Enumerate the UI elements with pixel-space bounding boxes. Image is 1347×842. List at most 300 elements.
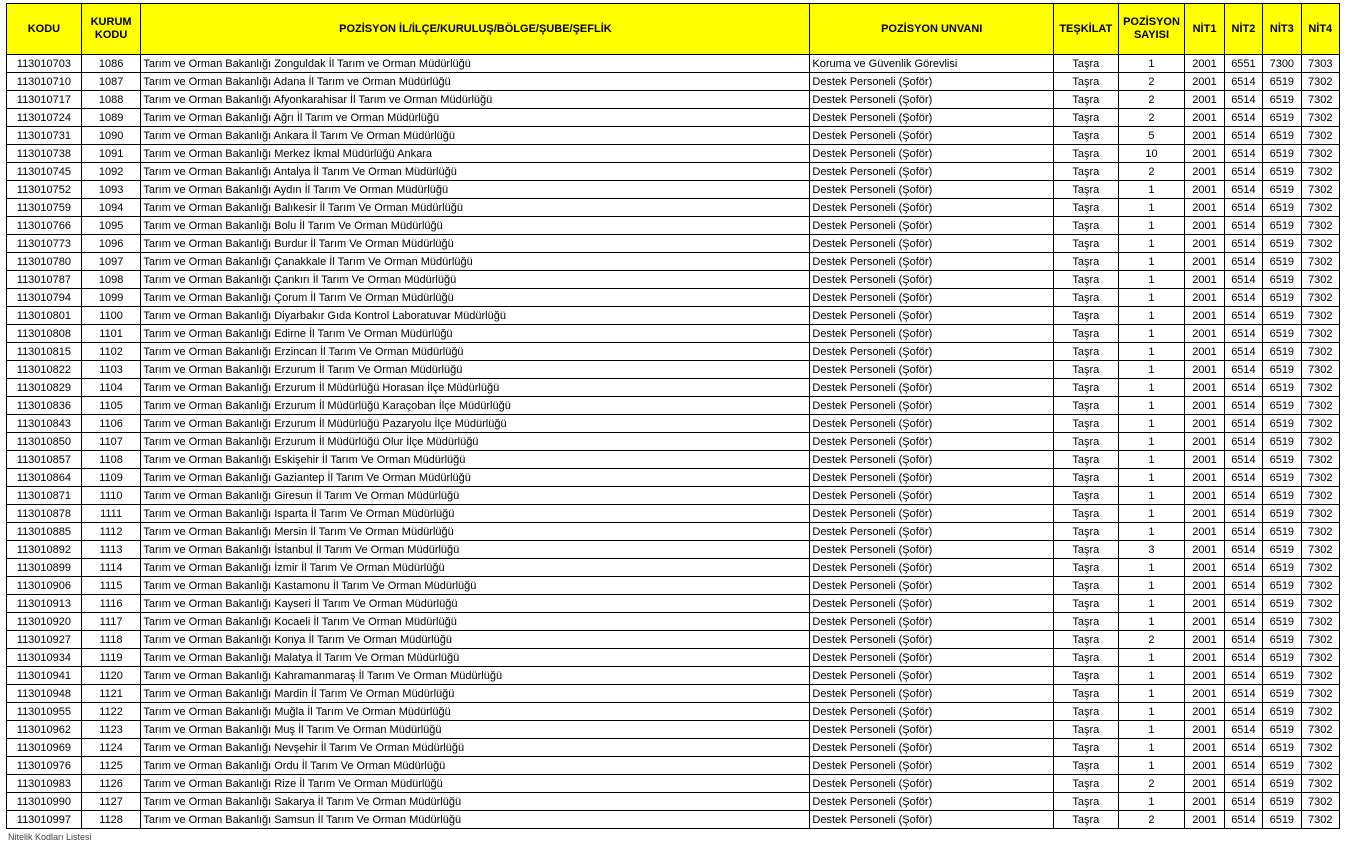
nit2-cell: 6514 [1224,595,1262,613]
col-header-nit1 [1185,4,1224,55]
nit3-cell: 6519 [1263,109,1301,127]
kurum-kodu-cell: 1094 [81,199,141,217]
nit1-cell: 2001 [1185,181,1224,199]
nit3-cell: 7300 [1263,55,1301,73]
nit2-cell: 6514 [1224,667,1262,685]
table-row [7,91,1340,109]
nit4-cell: 7302 [1301,811,1339,829]
kodu-cell: 113010850 [7,433,82,451]
pozisyon-cell: Tarım ve Orman Bakanlığı Antalya İl Tarım Ve Orman Müdürlüğü [141,163,810,181]
kodu-cell: 113010801 [7,307,82,325]
kurum-kodu-cell: 1111 [81,505,141,523]
header-label: POZİSYON İL/İLÇE/KURULUŞ/BÖLGE/ŞUBE/ŞEFLİK [339,22,612,35]
kurum-kodu-cell: 1100 [81,307,141,325]
kodu-cell: 113010962 [7,721,82,739]
pozisyon-sayisi-cell: 1 [1118,649,1185,667]
unvan-cell: Destek Personeli (Şoför) [810,253,1054,271]
nit3-cell: 6519 [1263,271,1301,289]
nit1-cell: 2001 [1185,361,1224,379]
nit4-cell: 7302 [1301,595,1339,613]
nit3-cell: 6519 [1263,469,1301,487]
pozisyon-cell: Tarım ve Orman Bakanlığı Isparta İl Tarım Ve Orman Müdürlüğü [141,505,810,523]
table-row [7,181,1340,199]
kurum-kodu-cell: 1114 [81,559,141,577]
header-label: NİT4 [1308,22,1333,35]
pozisyon-sayisi-cell: 1 [1118,469,1185,487]
unvan-cell: Destek Personeli (Şoför) [810,721,1054,739]
nit3-cell: 6519 [1263,649,1301,667]
nit4-cell: 7302 [1301,253,1339,271]
nit2-cell: 6514 [1224,307,1262,325]
col-header-kodu [7,4,82,55]
unvan-cell: Destek Personeli (Şoför) [810,235,1054,253]
unvan-cell: Destek Personeli (Şoför) [810,667,1054,685]
unvan-cell: Destek Personeli (Şoför) [810,199,1054,217]
unvan-cell: Destek Personeli (Şoför) [810,73,1054,91]
kurum-kodu-cell: 1113 [81,541,141,559]
nit3-cell: 6519 [1263,253,1301,271]
nit3-cell: 6519 [1263,217,1301,235]
header-label: KURUM [90,16,132,28]
nit1-cell: 2001 [1185,433,1224,451]
nit4-cell: 7302 [1301,127,1339,145]
pozisyon-cell: Tarım ve Orman Bakanlığı Merkez İkmal Müdürlüğü Ankara [141,145,810,163]
nit3-cell: 6519 [1263,685,1301,703]
col-header-kurum-kodu [81,4,141,55]
table-row [7,433,1340,451]
kurum-kodu-cell: 1096 [81,235,141,253]
nit2-cell: 6514 [1224,757,1262,775]
nit1-cell: 2001 [1185,739,1224,757]
kurum-kodu-cell: 1106 [81,415,141,433]
pozisyon-sayisi-cell: 2 [1118,811,1185,829]
table-row [7,559,1340,577]
col-header-teskilat [1053,4,1118,55]
kodu-cell: 113010983 [7,775,82,793]
table-row [7,361,1340,379]
nit1-cell: 2001 [1185,721,1224,739]
unvan-cell: Destek Personeli (Şoför) [810,469,1054,487]
nit4-cell: 7302 [1301,505,1339,523]
nit1-cell: 2001 [1185,55,1224,73]
nit2-cell: 6514 [1224,523,1262,541]
unvan-cell: Koruma ve Güvenlik Görevlisi [810,55,1054,73]
kurum-kodu-cell: 1097 [81,253,141,271]
nit1-cell: 2001 [1185,559,1224,577]
pozisyon-cell: Tarım ve Orman Bakanlığı Edirne İl Tarım Ve Orman Müdürlüğü [141,325,810,343]
unvan-cell: Destek Personeli (Şoför) [810,325,1054,343]
col-header-pozisyon [141,4,810,55]
pozisyon-cell: Tarım ve Orman Bakanlığı Erzurum İl Tarım Ve Orman Müdürlüğü [141,361,810,379]
nit1-cell: 2001 [1185,379,1224,397]
nit2-cell: 6514 [1224,109,1262,127]
nit3-cell: 6519 [1263,559,1301,577]
kodu-cell: 113010920 [7,613,82,631]
nit3-cell: 6519 [1263,811,1301,829]
nit2-cell: 6514 [1224,793,1262,811]
nit3-cell: 6519 [1263,595,1301,613]
kurum-kodu-cell: 1098 [81,271,141,289]
kurum-kodu-cell: 1099 [81,289,141,307]
nit1-cell: 2001 [1185,217,1224,235]
pozisyon-cell: Tarım ve Orman Bakanlığı Erzincan İl Tarım Ve Orman Müdürlüğü [141,343,810,361]
nit3-cell: 6519 [1263,343,1301,361]
pozisyon-sayisi-cell: 5 [1118,127,1185,145]
kurum-kodu-cell: 1116 [81,595,141,613]
nit1-cell: 2001 [1185,343,1224,361]
nit4-cell: 7302 [1301,415,1339,433]
pozisyon-sayisi-cell: 1 [1118,397,1185,415]
pozisyon-sayisi-cell: 1 [1118,415,1185,433]
pozisyon-sayisi-cell: 1 [1118,361,1185,379]
nit3-cell: 6519 [1263,487,1301,505]
teskilat-cell: Taşra [1053,73,1118,91]
kurum-kodu-cell: 1107 [81,433,141,451]
nit4-cell: 7302 [1301,667,1339,685]
unvan-cell: Destek Personeli (Şoför) [810,415,1054,433]
kurum-kodu-cell: 1091 [81,145,141,163]
kurum-kodu-cell: 1092 [81,163,141,181]
unvan-cell: Destek Personeli (Şoför) [810,127,1054,145]
pozisyon-cell: Tarım ve Orman Bakanlığı Mersin İl Tarım Ve Orman Müdürlüğü [141,523,810,541]
teskilat-cell: Taşra [1053,217,1118,235]
nit2-cell: 6514 [1224,145,1262,163]
nit2-cell: 6514 [1224,181,1262,199]
pozisyon-cell: Tarım ve Orman Bakanlığı İstanbul İl Tarım Ve Orman Müdürlüğü [141,541,810,559]
kurum-kodu-cell: 1088 [81,91,141,109]
teskilat-cell: Taşra [1053,163,1118,181]
kurum-kodu-cell: 1122 [81,703,141,721]
nit2-cell: 6514 [1224,361,1262,379]
nit4-cell: 7302 [1301,145,1339,163]
kodu-cell: 113010934 [7,649,82,667]
nit3-cell: 6519 [1263,145,1301,163]
nit3-cell: 6519 [1263,631,1301,649]
teskilat-cell: Taşra [1053,811,1118,829]
nit4-cell: 7302 [1301,451,1339,469]
pozisyon-cell: Tarım ve Orman Bakanlığı Erzurum İl Müdürlüğü Karaçoban İlçe Müdürlüğü [141,397,810,415]
nit3-cell: 6519 [1263,433,1301,451]
nit2-cell: 6514 [1224,811,1262,829]
kodu-cell: 113010976 [7,757,82,775]
teskilat-cell: Taşra [1053,541,1118,559]
nit2-cell: 6514 [1224,325,1262,343]
table-row [7,487,1340,505]
table-row [7,595,1340,613]
nit1-cell: 2001 [1185,793,1224,811]
unvan-cell: Destek Personeli (Şoför) [810,91,1054,109]
teskilat-cell: Taşra [1053,739,1118,757]
nit1-cell: 2001 [1185,631,1224,649]
kurum-kodu-cell: 1087 [81,73,141,91]
nit1-cell: 2001 [1185,73,1224,91]
unvan-cell: Destek Personeli (Şoför) [810,145,1054,163]
nit2-cell: 6514 [1224,379,1262,397]
pozisyon-cell: Tarım ve Orman Bakanlığı Samsun İl Tarım Ve Orman Müdürlüğü [141,811,810,829]
nit4-cell: 7302 [1301,523,1339,541]
nit3-cell: 6519 [1263,613,1301,631]
unvan-cell: Destek Personeli (Şoför) [810,433,1054,451]
kodu-cell: 113010892 [7,541,82,559]
kurum-kodu-cell: 1095 [81,217,141,235]
nit4-cell: 7302 [1301,217,1339,235]
table-row [7,289,1340,307]
pozisyon-sayisi-cell: 1 [1118,739,1185,757]
pozisyon-cell: Tarım ve Orman Bakanlığı Çankırı İl Tarım Ve Orman Müdürlüğü [141,271,810,289]
unvan-cell: Destek Personeli (Şoför) [810,217,1054,235]
kurum-kodu-cell: 1123 [81,721,141,739]
kodu-cell: 113010836 [7,397,82,415]
nit2-cell: 6514 [1224,775,1262,793]
unvan-cell: Destek Personeli (Şoför) [810,649,1054,667]
kurum-kodu-cell: 1104 [81,379,141,397]
table-row [7,109,1340,127]
nit3-cell: 6519 [1263,73,1301,91]
nit4-cell: 7302 [1301,721,1339,739]
pozisyon-cell: Tarım ve Orman Bakanlığı Ağrı İl Tarım ve Orman Müdürlüğü [141,109,810,127]
pozisyon-cell: Tarım ve Orman Bakanlığı Gaziantep İl Tarım Ve Orman Müdürlüğü [141,469,810,487]
pozisyon-sayisi-cell: 1 [1118,217,1185,235]
nit4-cell: 7302 [1301,433,1339,451]
teskilat-cell: Taşra [1053,271,1118,289]
table-row [7,271,1340,289]
table-row [7,613,1340,631]
kurum-kodu-cell: 1126 [81,775,141,793]
pozisyon-cell: Tarım ve Orman Bakanlığı Kahramanmaraş İl Tarım Ve Orman Müdürlüğü [141,667,810,685]
table-row [7,145,1340,163]
unvan-cell: Destek Personeli (Şoför) [810,775,1054,793]
table-row [7,325,1340,343]
nit1-cell: 2001 [1185,415,1224,433]
kodu-cell: 113010899 [7,559,82,577]
pozisyon-cell: Tarım ve Orman Bakanlığı Eskişehir İl Tarım Ve Orman Müdürlüğü [141,451,810,469]
pozisyon-cell: Tarım ve Orman Bakanlığı Adana İl Tarım ve Orman Müdürlüğü [141,73,810,91]
nit4-cell: 7302 [1301,397,1339,415]
teskilat-cell: Taşra [1053,487,1118,505]
kodu-cell: 113010815 [7,343,82,361]
teskilat-cell: Taşra [1053,361,1118,379]
nit1-cell: 2001 [1185,271,1224,289]
nit3-cell: 6519 [1263,235,1301,253]
nit1-cell: 2001 [1185,541,1224,559]
unvan-cell: Destek Personeli (Şoför) [810,577,1054,595]
nit3-cell: 6519 [1263,523,1301,541]
nit3-cell: 6519 [1263,181,1301,199]
nit1-cell: 2001 [1185,811,1224,829]
table-row [7,541,1340,559]
nit4-cell: 7302 [1301,739,1339,757]
header-row [7,4,1340,55]
kodu-cell: 113010906 [7,577,82,595]
pozisyon-sayisi-cell: 1 [1118,199,1185,217]
nit4-cell: 7302 [1301,613,1339,631]
kodu-cell: 113010752 [7,181,82,199]
nit2-cell: 6514 [1224,397,1262,415]
nit2-cell: 6514 [1224,235,1262,253]
kodu-cell: 113010773 [7,235,82,253]
nit4-cell: 7302 [1301,469,1339,487]
pozisyon-cell: Tarım ve Orman Bakanlığı Aydın İl Tarım Ve Orman Müdürlüğü [141,181,810,199]
nit4-cell: 7302 [1301,757,1339,775]
table-row [7,55,1340,73]
nit1-cell: 2001 [1185,667,1224,685]
pozisyon-sayisi-cell: 1 [1118,235,1185,253]
kodu-cell: 113010808 [7,325,82,343]
header-label: KODU [27,22,61,35]
pozisyon-cell: Tarım ve Orman Bakanlığı Nevşehir İl Tarım Ve Orman Müdürlüğü [141,739,810,757]
kodu-cell: 113010969 [7,739,82,757]
unvan-cell: Destek Personeli (Şoför) [810,541,1054,559]
unvan-cell: Destek Personeli (Şoför) [810,523,1054,541]
pozisyon-sayisi-cell: 1 [1118,253,1185,271]
unvan-cell: Destek Personeli (Şoför) [810,379,1054,397]
kodu-cell: 113010885 [7,523,82,541]
teskilat-cell: Taşra [1053,595,1118,613]
teskilat-cell: Taşra [1053,91,1118,109]
pozisyon-cell: Tarım ve Orman Bakanlığı Ordu İl Tarım Ve Orman Müdürlüğü [141,757,810,775]
kurum-kodu-cell: 1105 [81,397,141,415]
table-row [7,505,1340,523]
nit3-cell: 6519 [1263,775,1301,793]
pozisyon-sayisi-cell: 1 [1118,703,1185,721]
nit2-cell: 6514 [1224,685,1262,703]
nit2-cell: 6551 [1224,55,1262,73]
kodu-cell: 113010843 [7,415,82,433]
nit2-cell: 6514 [1224,73,1262,91]
nit1-cell: 2001 [1185,613,1224,631]
nit1-cell: 2001 [1185,757,1224,775]
nit2-cell: 6514 [1224,451,1262,469]
table-row [7,253,1340,271]
nit1-cell: 2001 [1185,307,1224,325]
nit1-cell: 2001 [1185,163,1224,181]
teskilat-cell: Taşra [1053,325,1118,343]
kodu-cell: 113010864 [7,469,82,487]
nit1-cell: 2001 [1185,505,1224,523]
table-row [7,667,1340,685]
teskilat-cell: Taşra [1053,613,1118,631]
nit3-cell: 6519 [1263,163,1301,181]
nit2-cell: 6514 [1224,253,1262,271]
kodu-cell: 113010717 [7,91,82,109]
nit3-cell: 6519 [1263,505,1301,523]
nit3-cell: 6519 [1263,703,1301,721]
pozisyon-cell: Tarım ve Orman Bakanlığı Malatya İl Tarım Ve Orman Müdürlüğü [141,649,810,667]
nit2-cell: 6514 [1224,271,1262,289]
unvan-cell: Destek Personeli (Şoför) [810,451,1054,469]
kodu-cell: 113010948 [7,685,82,703]
nit1-cell: 2001 [1185,487,1224,505]
kurum-kodu-cell: 1090 [81,127,141,145]
teskilat-cell: Taşra [1053,127,1118,145]
nit3-cell: 6519 [1263,415,1301,433]
nit2-cell: 6514 [1224,577,1262,595]
nit2-cell: 6514 [1224,91,1262,109]
table-row [7,469,1340,487]
pozisyon-sayisi-cell: 10 [1118,145,1185,163]
nit3-cell: 6519 [1263,793,1301,811]
nit4-cell: 7302 [1301,631,1339,649]
nit3-cell: 6519 [1263,667,1301,685]
nit2-cell: 6514 [1224,289,1262,307]
teskilat-cell: Taşra [1053,109,1118,127]
nit2-cell: 6514 [1224,487,1262,505]
pozisyon-cell: Tarım ve Orman Bakanlığı Kastamonu İl Tarım Ve Orman Müdürlüğü [141,577,810,595]
nit4-cell: 7302 [1301,775,1339,793]
nit1-cell: 2001 [1185,145,1224,163]
nit4-cell: 7302 [1301,649,1339,667]
pozisyon-sayisi-cell: 1 [1118,343,1185,361]
teskilat-cell: Taşra [1053,145,1118,163]
nit1-cell: 2001 [1185,199,1224,217]
kodu-cell: 113010710 [7,73,82,91]
kodu-cell: 113010913 [7,595,82,613]
teskilat-cell: Taşra [1053,703,1118,721]
teskilat-cell: Taşra [1053,253,1118,271]
pozisyon-sayisi-cell: 2 [1118,109,1185,127]
kodu-cell: 113010927 [7,631,82,649]
teskilat-cell: Taşra [1053,379,1118,397]
kodu-cell: 113010738 [7,145,82,163]
nit2-cell: 6514 [1224,433,1262,451]
pozisyon-cell: Tarım ve Orman Bakanlığı Ankara İl Tarım Ve Orman Müdürlüğü [141,127,810,145]
pozisyon-cell: Tarım ve Orman Bakanlığı Giresun İl Tarım Ve Orman Müdürlüğü [141,487,810,505]
pozisyon-cell: Tarım ve Orman Bakanlığı Bolu İl Tarım Ve Orman Müdürlüğü [141,217,810,235]
kodu-cell: 113010766 [7,217,82,235]
unvan-cell: Destek Personeli (Şoför) [810,757,1054,775]
teskilat-cell: Taşra [1053,757,1118,775]
teskilat-cell: Taşra [1053,469,1118,487]
pozisyon-sayisi-cell: 1 [1118,577,1185,595]
pozisyon-cell: Tarım ve Orman Bakanlığı Rize İl Tarım Ve Orman Müdürlüğü [141,775,810,793]
nit1-cell: 2001 [1185,685,1224,703]
pozisyon-sayisi-cell: 2 [1118,631,1185,649]
teskilat-cell: Taşra [1053,649,1118,667]
teskilat-cell: Taşra [1053,181,1118,199]
pozisyon-sayisi-cell: 1 [1118,271,1185,289]
unvan-cell: Destek Personeli (Şoför) [810,703,1054,721]
nit1-cell: 2001 [1185,595,1224,613]
pozisyon-cell: Tarım ve Orman Bakanlığı Erzurum İl Müdürlüğü Olur İlçe Müdürlüğü [141,433,810,451]
kurum-kodu-cell: 1121 [81,685,141,703]
nit4-cell: 7302 [1301,289,1339,307]
pozisyon-cell: Tarım ve Orman Bakanlığı Çanakkale İl Tarım Ve Orman Müdürlüğü [141,253,810,271]
kurum-kodu-cell: 1124 [81,739,141,757]
header-label: TEŞKİLAT [1059,22,1113,35]
unvan-cell: Destek Personeli (Şoför) [810,307,1054,325]
nit1-cell: 2001 [1185,451,1224,469]
kurum-kodu-cell: 1125 [81,757,141,775]
pozisyon-sayisi-cell: 1 [1118,289,1185,307]
table-row [7,649,1340,667]
pozisyon-sayisi-cell: 1 [1118,721,1185,739]
kurum-kodu-cell: 1109 [81,469,141,487]
pozisyon-cell: Tarım ve Orman Bakanlığı Muğla İl Tarım Ve Orman Müdürlüğü [141,703,810,721]
nit4-cell: 7302 [1301,199,1339,217]
table-row [7,811,1340,829]
nit3-cell: 6519 [1263,289,1301,307]
teskilat-cell: Taşra [1053,415,1118,433]
nit3-cell: 6519 [1263,127,1301,145]
nit2-cell: 6514 [1224,505,1262,523]
kodu-cell: 113010878 [7,505,82,523]
nit1-cell: 2001 [1185,235,1224,253]
unvan-cell: Destek Personeli (Şoför) [810,559,1054,577]
header-label: SAYISI [1133,29,1170,41]
pozisyon-cell: Tarım ve Orman Bakanlığı Sakarya İl Tarım Ve Orman Müdürlüğü [141,793,810,811]
teskilat-cell: Taşra [1053,793,1118,811]
table-row [7,343,1340,361]
